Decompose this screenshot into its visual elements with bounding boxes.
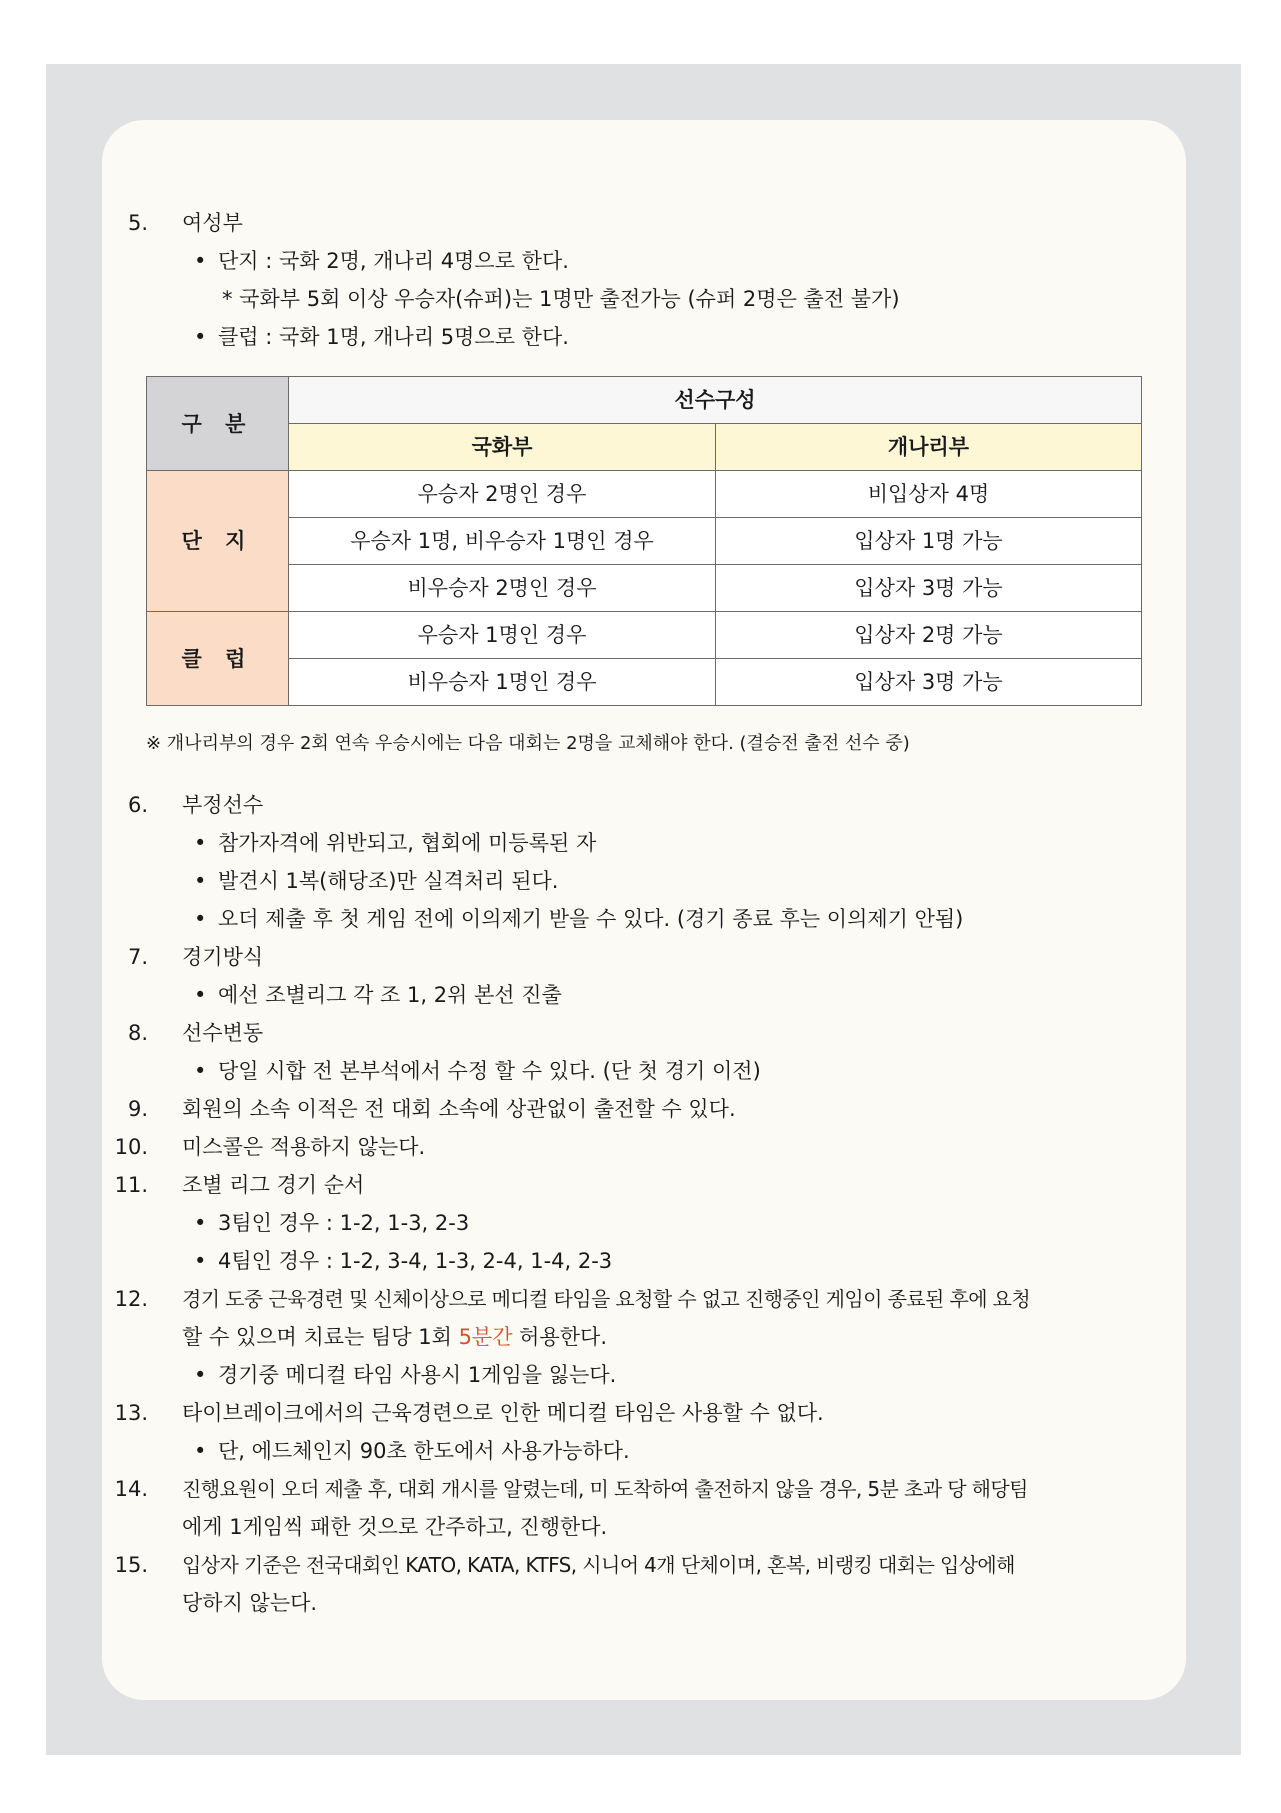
table-cell: 비우승자 2명인 경우: [289, 565, 716, 612]
section-number: 5.: [127, 211, 148, 235]
bullet-icon: •: [194, 907, 207, 931]
section-title: 타이브레이크에서의 근육경련으로 인한 메디컬 타임은 사용할 수 없다.: [182, 1401, 824, 1425]
table-cell: 입상자 3명 가능: [716, 659, 1142, 706]
section-number: 13.: [114, 1401, 148, 1425]
section-number: 14.: [114, 1477, 148, 1501]
bullet-text: * 국화부 5회 이상 우승자(슈퍼)는 1명만 출전가능 (슈퍼 2명은 출전 불가): [222, 287, 900, 311]
section-title: 경기방식: [182, 945, 264, 969]
section-number: 9.: [127, 1097, 148, 1121]
bullet-icon: •: [194, 1439, 207, 1463]
bullet-text: 4팀인 경우 : 1-2, 3-4, 1-3, 2-4, 1-4, 2-3: [218, 1249, 613, 1273]
table-cell: 입상자 3명 가능: [716, 565, 1142, 612]
bullet-text: 참가자격에 위반되고, 협회에 미등록된 자: [218, 831, 597, 855]
table-col-header-gaenari: 개나리부: [716, 424, 1142, 471]
section-title: 여성부: [182, 211, 243, 235]
bullet-text: 3팀인 경우 : 1-2, 1-3, 2-3: [218, 1211, 470, 1235]
bullet-icon: •: [194, 983, 207, 1007]
bullet-text: 클럽 : 국화 1명, 개나리 5명으로 한다.: [218, 325, 569, 349]
bullet-text: 경기중 메디컬 타임 사용시 1게임을 잃는다.: [218, 1363, 617, 1387]
section-number: 8.: [127, 1021, 148, 1045]
section-title: 미스콜은 적용하지 않는다.: [182, 1135, 426, 1159]
table-group-club: 클 럽: [147, 612, 289, 706]
table-cell: 비우승자 1명인 경우: [289, 659, 716, 706]
table-note: ※ 개나리부의 경우 2회 연속 우승시에는 다음 대회는 2명을 교체해야 한다. (결승전 출전 선수 중): [146, 733, 910, 754]
section-number: 6.: [127, 793, 148, 817]
section-text: 에게 1게임씩 패한 것으로 간주하고, 진행한다.: [182, 1515, 608, 1539]
section-text: 진행요원이 오더 제출 후, 대회 개시를 알렸는데, 미 도착하여 출전하지 않을 경우, 5분 초과 당 해당팀: [182, 1477, 1028, 1501]
document-card: [102, 120, 1186, 1700]
section-text: [182, 1318, 607, 1356]
section-number: 11.: [114, 1173, 148, 1197]
table-cell: 우승자 1명, 비우승자 1명인 경우: [289, 518, 716, 565]
bullet-text: 예선 조별리그 각 조 1, 2위 본선 진출: [218, 983, 562, 1007]
bullet-text: 당일 시합 전 본부석에서 수정 할 수 있다. (단 첫 경기 이전): [218, 1059, 761, 1083]
section-title: 선수변동: [182, 1021, 264, 1045]
section-number: 7.: [127, 945, 148, 969]
section-text: 경기 도중 근육경련 및 신체이상으로 메디컬 타임을 요청할 수 없고 진행중인 게임이 종료된 후에 요청: [182, 1287, 1031, 1311]
bullet-icon: •: [194, 831, 207, 855]
bullet-icon: •: [194, 1211, 207, 1235]
section-text: 입상자 기준은 전국대회인 KATO, KATA, KTFS, 시니어 4개 단체이며, 혼복, 비랭킹 대회는 입상에해: [182, 1553, 1015, 1577]
bullet-icon: •: [194, 249, 207, 273]
bullet-icon: •: [194, 1249, 207, 1273]
section-number: 12.: [114, 1287, 148, 1311]
section-title: 부정선수: [182, 793, 264, 817]
section-text: 당하지 않는다.: [182, 1591, 318, 1615]
table-col-header-gukhwa: 국화부: [289, 424, 716, 471]
table-group-danji: 단 지: [147, 471, 289, 612]
text-part: 허용한다.: [512, 1325, 607, 1349]
section-title: 조별 리그 경기 순서: [182, 1173, 365, 1197]
section-number: 10.: [114, 1135, 148, 1159]
bullet-icon: •: [194, 1363, 207, 1387]
table-cell: 입상자 2명 가능: [716, 612, 1142, 659]
document-content: [102, 120, 1186, 1700]
table-cell: 우승자 2명인 경우: [289, 471, 716, 518]
section-title: 회원의 소속 이적은 전 대회 소속에 상관없이 출전할 수 있다.: [182, 1097, 736, 1121]
player-composition-table: [146, 376, 1142, 706]
section-number: 15.: [114, 1553, 148, 1577]
bullet-text: 오더 제출 후 첫 게임 전에 이의제기 받을 수 있다. (경기 종료 후는 이의제기 안됨): [218, 907, 964, 931]
bullet-icon: •: [194, 869, 207, 893]
table-group-header: 선수구성: [289, 377, 1142, 424]
bullet-icon: •: [194, 325, 207, 349]
text-part: 할 수 있으며 치료는 팀당 1회: [182, 1325, 459, 1349]
bullet-text: 발견시 1복(해당조)만 실격처리 된다.: [218, 869, 559, 893]
bullet-text: 단지 : 국화 2명, 개나리 4명으로 한다.: [218, 249, 569, 273]
table-cell: 우승자 1명인 경우: [289, 612, 716, 659]
bullet-icon: •: [194, 1059, 207, 1083]
bullet-text: 단, 에드체인지 90초 한도에서 사용가능하다.: [218, 1439, 630, 1463]
table-cell: 입상자 1명 가능: [716, 518, 1142, 565]
table-category-header: 구 분: [147, 377, 289, 471]
highlight-text: 5분간: [458, 1325, 513, 1349]
table-cell: 비입상자 4명: [716, 471, 1142, 518]
